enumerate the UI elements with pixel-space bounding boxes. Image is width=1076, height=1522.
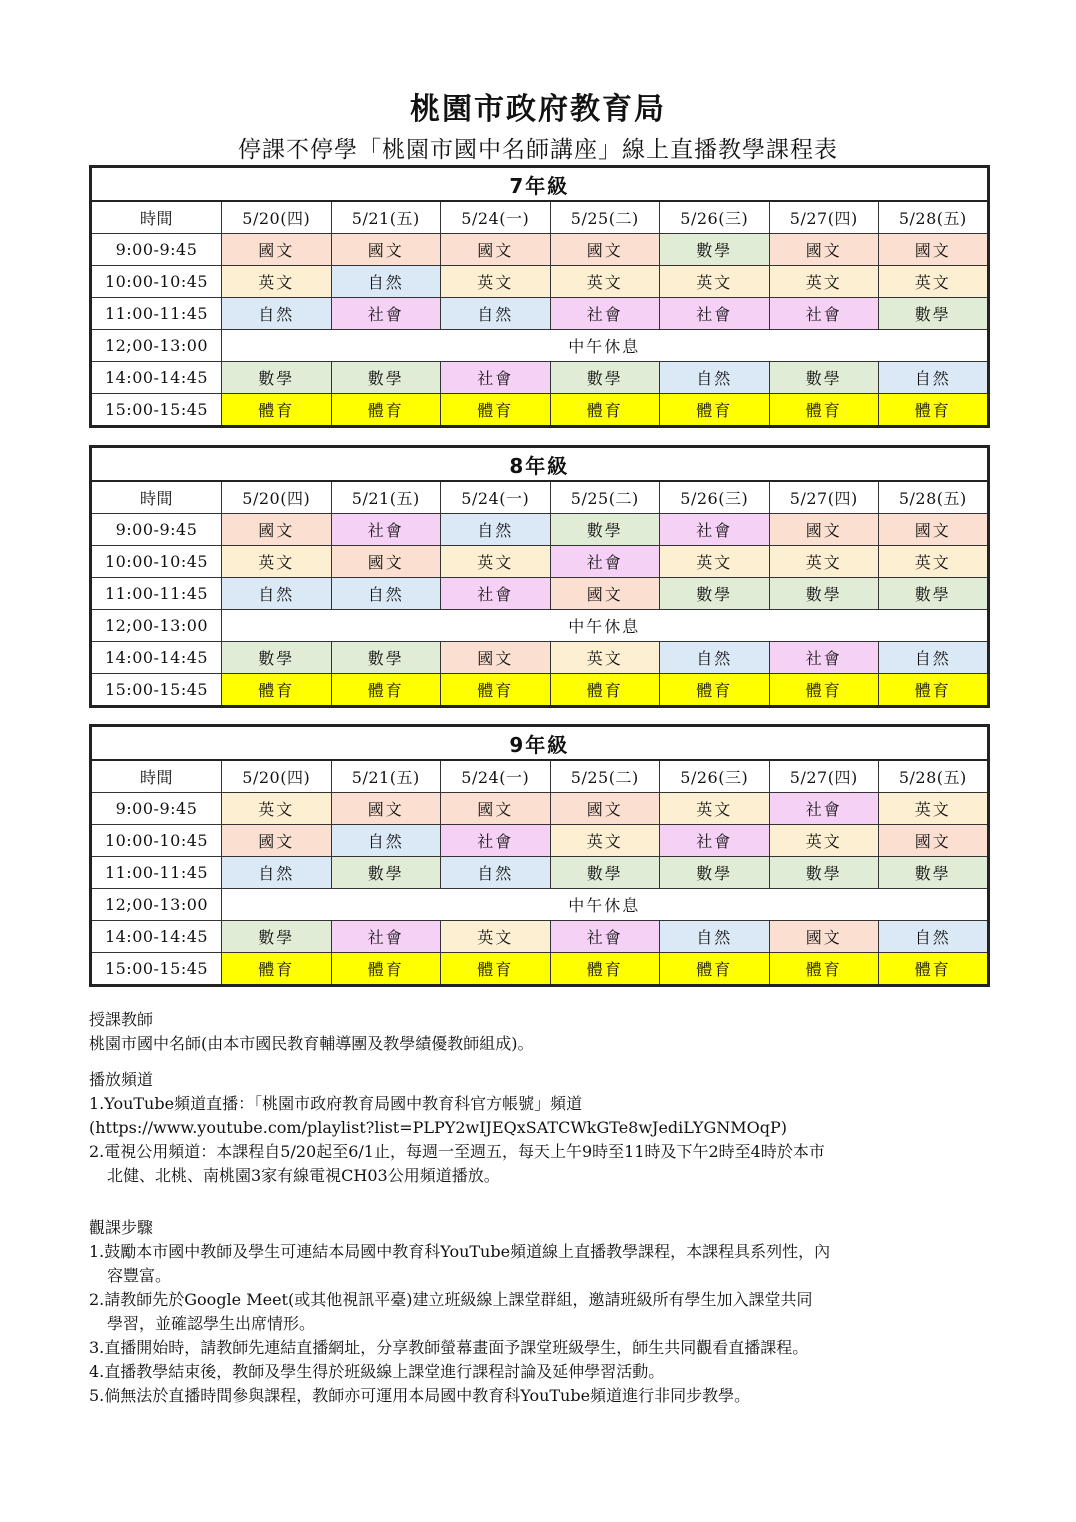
table-row [91, 674, 989, 707]
subject-cell: 自然 [660, 362, 770, 394]
subject-cell: 數學 [769, 578, 879, 610]
date-header: 5/20(四) [222, 481, 332, 514]
subject-cell: 國文 [222, 234, 332, 266]
subject-cell: 英文 [441, 921, 551, 953]
subject-cell: 英文 [660, 266, 770, 298]
table-row [91, 362, 989, 394]
time-cell: 11:00-11:45 [91, 857, 222, 889]
time-cell: 10:00-10:45 [91, 546, 222, 578]
table-row [91, 825, 989, 857]
time-cell: 12;00-13:00 [91, 330, 222, 362]
subject-cell: 英文 [879, 266, 989, 298]
step-item-cont: 容豐富。 [107, 1266, 172, 1285]
steps-heading: 觀課步驟 [89, 1218, 154, 1237]
subject-cell: 英文 [769, 546, 879, 578]
date-header: 5/25(二) [550, 760, 660, 793]
date-header: 5/21(五) [331, 760, 441, 793]
subject-cell: 國文 [331, 546, 441, 578]
subject-cell: 社會 [550, 921, 660, 953]
subject-cell: 體育 [441, 953, 551, 986]
subject-cell: 數學 [660, 234, 770, 266]
subject-cell: 國文 [769, 921, 879, 953]
subject-cell: 體育 [660, 394, 770, 427]
subject-cell: 體育 [550, 674, 660, 707]
table-row [91, 298, 989, 330]
subject-cell: 自然 [331, 266, 441, 298]
schedule-table [89, 165, 990, 428]
date-header: 5/25(二) [550, 201, 660, 234]
step-item: 5.倘無法於直播時間參與課程，教師亦可運用本局國中教育科YouTube頻道進行非同步教學。 [89, 1386, 751, 1405]
subject-cell: 體育 [769, 953, 879, 986]
date-header: 5/26(三) [660, 481, 770, 514]
subject-cell: 體育 [222, 953, 332, 986]
table-row [91, 546, 989, 578]
grade-table-7 [89, 165, 987, 428]
subject-cell: 體育 [660, 953, 770, 986]
subject-cell: 英文 [660, 546, 770, 578]
subject-cell: 國文 [441, 793, 551, 825]
subject-cell: 數學 [222, 921, 332, 953]
step-item: 1.鼓勵本市國中教師及學生可連結本局國中教育科YouTube頻道線上直播教學課程，本課程具系列性，內 [89, 1242, 831, 1261]
date-header: 5/25(二) [550, 481, 660, 514]
subject-cell: 數學 [550, 514, 660, 546]
time-cell: 10:00-10:45 [91, 266, 222, 298]
date-header: 5/27(四) [769, 201, 879, 234]
time-cell: 9:00-9:45 [91, 234, 222, 266]
subject-cell: 數學 [660, 578, 770, 610]
subject-cell: 社會 [550, 546, 660, 578]
subject-cell: 國文 [331, 234, 441, 266]
subject-cell: 社會 [441, 578, 551, 610]
time-cell: 15:00-15:45 [91, 674, 222, 707]
subject-cell: 體育 [550, 394, 660, 427]
date-header: 5/27(四) [769, 481, 879, 514]
table-row [91, 266, 989, 298]
grade-title: 7年級 [91, 167, 989, 202]
subject-cell: 國文 [222, 825, 332, 857]
subject-cell: 數學 [550, 362, 660, 394]
subject-cell: 自然 [660, 642, 770, 674]
table-row [91, 793, 989, 825]
subject-cell: 數學 [769, 857, 879, 889]
time-cell: 11:00-11:45 [91, 298, 222, 330]
time-cell: 11:00-11:45 [91, 578, 222, 610]
subject-cell: 體育 [660, 674, 770, 707]
subject-cell: 國文 [769, 514, 879, 546]
table-row [91, 514, 989, 546]
subject-cell: 英文 [769, 825, 879, 857]
subject-cell: 體育 [331, 674, 441, 707]
subject-cell: 國文 [769, 234, 879, 266]
step-item: 3.直播開始時，請教師先連結直播網址，分享教師螢幕畫面予課堂班級學生，師生共同觀看直播課程。 [89, 1338, 809, 1357]
subject-cell: 數學 [879, 857, 989, 889]
subject-cell: 體育 [879, 674, 989, 707]
time-cell: 12;00-13:00 [91, 889, 222, 921]
subject-cell: 英文 [550, 642, 660, 674]
subject-cell: 英文 [550, 825, 660, 857]
table-row [91, 394, 989, 427]
time-cell: 14:00-14:45 [91, 642, 222, 674]
subject-cell: 自然 [879, 362, 989, 394]
page-title: 桃園市政府教育局 [410, 92, 666, 127]
step-item: 4.直播教學結束後，教師及學生得於班級線上課堂進行課程討論及延伸學習活動。 [89, 1362, 665, 1381]
subject-cell: 國文 [879, 514, 989, 546]
subject-cell: 國文 [222, 514, 332, 546]
table-row [91, 642, 989, 674]
time-header: 時間 [91, 760, 222, 793]
subject-cell: 自然 [879, 921, 989, 953]
subject-cell: 國文 [550, 578, 660, 610]
grade-table-9 [89, 724, 987, 987]
time-cell: 14:00-14:45 [91, 921, 222, 953]
subject-cell: 數學 [769, 362, 879, 394]
time-cell: 14:00-14:45 [91, 362, 222, 394]
time-cell: 15:00-15:45 [91, 394, 222, 427]
subject-cell: 英文 [550, 266, 660, 298]
subject-cell: 國文 [879, 825, 989, 857]
date-header: 5/24(一) [441, 481, 551, 514]
date-header: 5/26(三) [660, 760, 770, 793]
subject-cell: 英文 [879, 793, 989, 825]
subject-cell: 體育 [331, 394, 441, 427]
subject-cell: 數學 [331, 857, 441, 889]
subject-cell: 英文 [222, 266, 332, 298]
time-cell: 12;00-13:00 [91, 610, 222, 642]
time-header: 時間 [91, 481, 222, 514]
subject-cell: 國文 [550, 793, 660, 825]
channel-url: (https://www.youtube.com/playlist?list=PLPY2wIJEQxSATCWkGTe8wJediLYGNMOqP) [89, 1118, 787, 1137]
table-row [91, 610, 989, 642]
subject-cell: 體育 [222, 394, 332, 427]
table-row [91, 330, 989, 362]
lunch-break-cell: 中午休息 [222, 610, 989, 642]
subject-cell: 自然 [331, 578, 441, 610]
subject-cell: 社會 [660, 514, 770, 546]
subject-cell: 社會 [660, 825, 770, 857]
subject-cell: 社會 [331, 921, 441, 953]
subject-cell: 英文 [222, 546, 332, 578]
subject-cell: 數學 [222, 642, 332, 674]
channel-heading: 播放頻道 [89, 1070, 154, 1089]
subject-cell: 英文 [769, 266, 879, 298]
time-header: 時間 [91, 201, 222, 234]
subject-cell: 社會 [331, 514, 441, 546]
subject-cell: 數學 [879, 578, 989, 610]
table-row [91, 921, 989, 953]
subject-cell: 自然 [222, 298, 332, 330]
grade-title: 8年級 [91, 447, 989, 482]
subject-cell: 英文 [879, 546, 989, 578]
teachers-text: 桃園市國中名師(由本市國民教育輔導團及教學績優教師組成)。 [89, 1034, 534, 1053]
lunch-break-cell: 中午休息 [222, 889, 989, 921]
subject-cell: 社會 [550, 298, 660, 330]
grade-table-8 [89, 445, 987, 708]
subject-cell: 英文 [441, 266, 551, 298]
time-cell: 10:00-10:45 [91, 825, 222, 857]
table-row [91, 234, 989, 266]
subject-cell: 國文 [441, 234, 551, 266]
teachers-heading: 授課教師 [89, 1010, 154, 1029]
subject-cell: 體育 [769, 674, 879, 707]
notes-section [89, 1008, 989, 1408]
subject-cell: 國文 [879, 234, 989, 266]
subject-cell: 體育 [222, 674, 332, 707]
subject-cell: 社會 [441, 825, 551, 857]
subject-cell: 體育 [879, 953, 989, 986]
time-cell: 9:00-9:45 [91, 793, 222, 825]
step-item-cont: 學習，並確認學生出席情形。 [107, 1314, 316, 1333]
subject-cell: 社會 [441, 362, 551, 394]
subject-cell: 自然 [879, 642, 989, 674]
subject-cell: 體育 [441, 674, 551, 707]
subject-cell: 自然 [441, 857, 551, 889]
page-subtitle: 停課不停學「桃園市國中名師講座」線上直播教學課程表 [238, 137, 838, 163]
subject-cell: 自然 [441, 298, 551, 330]
time-cell: 9:00-9:45 [91, 514, 222, 546]
subject-cell: 體育 [331, 953, 441, 986]
subject-cell: 社會 [769, 642, 879, 674]
subject-cell: 自然 [222, 857, 332, 889]
subject-cell: 數學 [331, 362, 441, 394]
subject-cell: 體育 [441, 394, 551, 427]
subject-cell: 國文 [550, 234, 660, 266]
subject-cell: 數學 [879, 298, 989, 330]
subject-cell: 體育 [769, 394, 879, 427]
table-row [91, 953, 989, 986]
subject-cell: 自然 [222, 578, 332, 610]
subject-cell: 社會 [331, 298, 441, 330]
schedule-table [89, 445, 990, 708]
date-header: 5/28(五) [879, 760, 989, 793]
date-header: 5/26(三) [660, 201, 770, 234]
subject-cell: 自然 [331, 825, 441, 857]
subject-cell: 國文 [441, 642, 551, 674]
date-header: 5/20(四) [222, 760, 332, 793]
grade-title: 9年級 [91, 726, 989, 761]
subject-cell: 數學 [331, 642, 441, 674]
subject-cell: 數學 [550, 857, 660, 889]
subject-cell: 英文 [660, 793, 770, 825]
subject-cell: 社會 [769, 793, 879, 825]
date-header: 5/24(一) [441, 201, 551, 234]
date-header: 5/27(四) [769, 760, 879, 793]
table-row [91, 857, 989, 889]
channel-line: 北健、北桃、南桃園3家有線電視CH03公用頻道播放。 [107, 1166, 500, 1185]
channel-line: 1.YouTube頻道直播：「桃園市政府教育局國中教育科官方帳號」頻道 [89, 1094, 583, 1113]
date-header: 5/20(四) [222, 201, 332, 234]
schedule-table [89, 724, 990, 987]
date-header: 5/28(五) [879, 201, 989, 234]
step-item: 2.請教師先於Google Meet(或其他視訊平臺)建立班級線上課堂群組，邀請班級所有學生加入課堂共同 [89, 1290, 813, 1309]
time-cell: 15:00-15:45 [91, 953, 222, 986]
subject-cell: 體育 [879, 394, 989, 427]
table-row [91, 889, 989, 921]
subject-cell: 自然 [660, 921, 770, 953]
subject-cell: 國文 [331, 793, 441, 825]
subject-cell: 自然 [441, 514, 551, 546]
channel-line: 2.電視公用頻道：本課程自5/20起至6/1止，每週一至週五，每天上午9時至11時及下午2時至4時於本市 [89, 1142, 825, 1161]
date-header: 5/28(五) [879, 481, 989, 514]
lunch-break-cell: 中午休息 [222, 330, 989, 362]
table-row [91, 578, 989, 610]
subject-cell: 體育 [550, 953, 660, 986]
subject-cell: 社會 [769, 298, 879, 330]
date-header: 5/21(五) [331, 201, 441, 234]
subject-cell: 英文 [222, 793, 332, 825]
date-header: 5/21(五) [331, 481, 441, 514]
subject-cell: 數學 [222, 362, 332, 394]
subject-cell: 英文 [441, 546, 551, 578]
subject-cell: 數學 [660, 857, 770, 889]
subject-cell: 社會 [660, 298, 770, 330]
date-header: 5/24(一) [441, 760, 551, 793]
